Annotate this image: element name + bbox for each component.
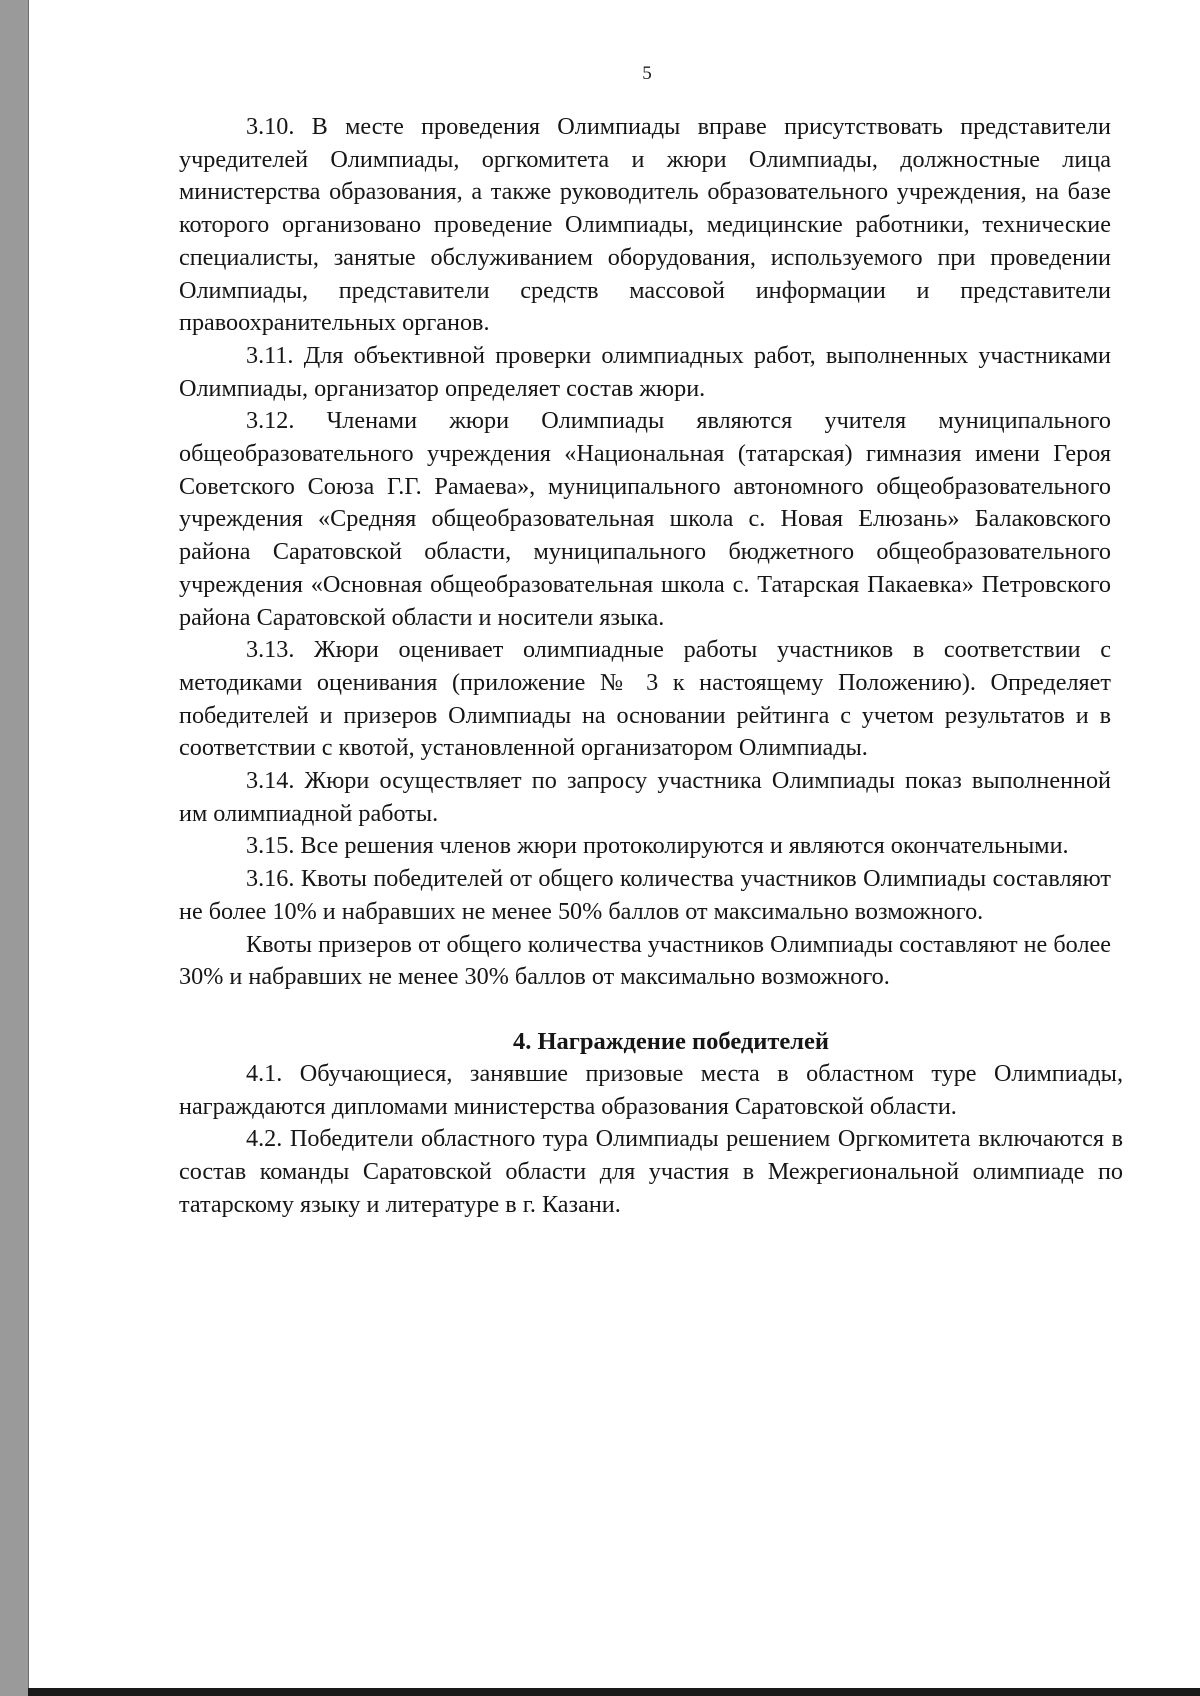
paragraph-3-15: 3.15. Все решения членов жюри протоколируются и являются окончательными.: [246, 832, 1069, 860]
page-bottom-edge: [28, 1688, 1200, 1696]
paragraph-3-11: 3.11. Для объективной проверки олимпиадных работ, выполненных участниками Олимпиады, организатор определяет состав жюри.: [179, 341, 1111, 402]
paragraph-3-13: 3.13. Жюри оценивает олимпиадные работы участников в соответствии с методиками оценивания (приложение № 3 к настоящему Положению). Определяет победителей и призеров Олимпиады на основании рейтинга с учетом результатов и в соответствии с квотой, установленной организатором Олимпиады.: [179, 636, 1111, 762]
paragraph-4-2: 4.2. Победители областного тура Олимпиады решением Оргкомитета включаются в состав команды Саратовской области для участия в Межрегиональной олимпиаде по татарскому языку и литературе в г. Казани.: [179, 1125, 1123, 1218]
document-page: [28, 0, 1200, 1688]
section-awards: [179, 1026, 1123, 1222]
page-number: 5: [642, 63, 652, 84]
paragraph-3-12: 3.12. Членами жюри Олимпиады являются учителя муниципального общеобразовательного учреждения «Национальная (татарская) гимназия имени Героя Советского Союза Г.Г. Рамаева», муниципального автономного общеобразовательного учреждения «Средняя общеобразовательная школа с. Новая Елюзань» Балаковского района Саратовской области, муниципального бюджетного общеобразовательного учреждения «Основная общеобразовательная школа с. Татарская Пакаевка» Петровского района Саратовской области и носители языка.: [179, 407, 1111, 631]
paragraph-3-16: 3.16. Квоты победителей от общего количества участников Олимпиады составляют не более 10% и набравших не менее 50% баллов от максимально возможного.: [179, 865, 1111, 925]
document-body: [179, 111, 1123, 1222]
paragraph-4-1: 4.1. Обучающиеся, занявшие призовые места в областном туре Олимпиады, награждаются дипломами министерства образования Саратовской области.: [179, 1059, 1123, 1120]
section-heading: 4. Награждение победителей: [512, 1027, 830, 1055]
paragraph-3-10: 3.10. В месте проведения Олимпиады вправе присутствовать представители учредителей Олимпиады, оргкомитета и жюри Олимпиады, должностные лица министерства образования, а также руководитель образовательного учреждения, на базе которого организовано проведение Олимпиады, медицинские работники, технические специалисты, занятые обслуживанием оборудования, используемого при проведении Олимпиады, представители средств массовой информации и представители правоохранительных органов.: [179, 113, 1111, 337]
paragraph-prize-quota: Квоты призеров от общего количества участников Олимпиады составляют не более 30% и набравших не менее 30% баллов от максимально возможного.: [179, 930, 1111, 991]
paragraph-3-14: 3.14. Жюри осуществляет по запросу участника Олимпиады показ выполненной им олимпиадной работы.: [179, 767, 1111, 827]
